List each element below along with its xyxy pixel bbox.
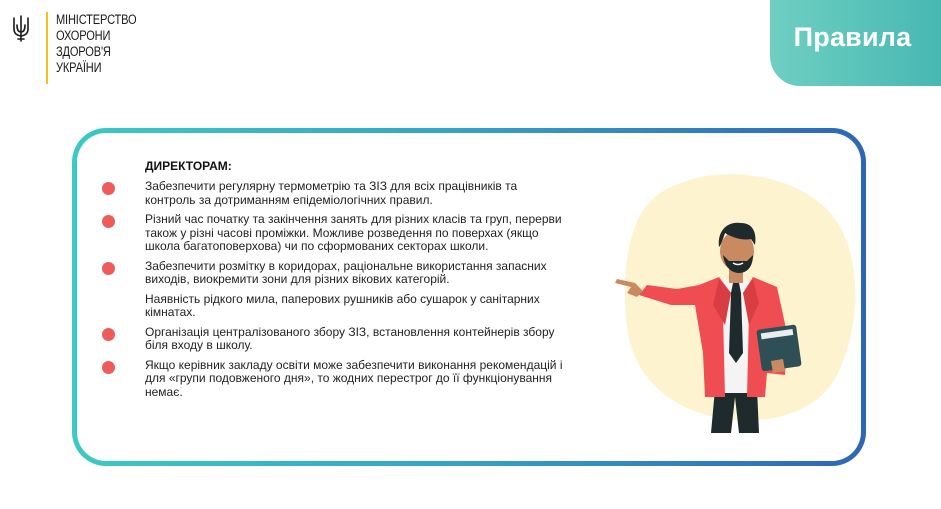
rules-list xyxy=(97,180,567,405)
ministry-name-line: ЗДОРОВ'Я xyxy=(56,44,111,59)
trident-icon xyxy=(12,14,30,44)
bullet-dot-icon xyxy=(102,328,115,341)
ministry-name-line: УКРАЇНИ xyxy=(56,60,102,75)
rule-text: Наявність рідкого мила, паперових рушників або сушарок у санітарних кімнатах. xyxy=(145,291,540,319)
list-item xyxy=(97,260,567,287)
list-item xyxy=(97,213,567,254)
rules-header-badge xyxy=(770,0,941,86)
rule-text: Організація централізованого збору ЗІЗ, встановлення контейнерів збору біля входу в школу. xyxy=(145,324,555,352)
ministry-name xyxy=(56,12,166,76)
bullet-dot-icon xyxy=(102,361,115,374)
ministry-name-line: МІНІСТЕРСТВО xyxy=(56,12,137,27)
bullet-dot-icon xyxy=(102,262,115,275)
list-item xyxy=(97,359,567,400)
rules-card-body xyxy=(77,133,861,461)
rules-card xyxy=(72,128,866,466)
list-item xyxy=(97,180,567,207)
rule-text: Забезпечити розмітку в коридорах, раціональне використання запасних виходів, виокремити зони для різних вікових категорій. xyxy=(145,258,547,286)
bullet-dot-icon xyxy=(102,215,115,228)
rule-text: Різний час початку та закінчення занять для різних класів та груп, перерви також у різні часові проміжки. Можливе розведення по поверхах (якщо школа багатоповерхова) чи по сформованих секторах школи. xyxy=(145,212,562,253)
bullet-dot-icon xyxy=(102,182,115,195)
page-title: Правила xyxy=(793,22,912,52)
ministry-name-line: ОХОРОНИ xyxy=(56,28,111,43)
section-heading: ДИРЕКТОРАМ: xyxy=(145,159,232,173)
rule-text: Якщо керівник закладу освіти може забезпечити виконання рекомендацій і для «групи подовженого дня», то жодних перестрог до її функціонування немає. xyxy=(145,357,563,399)
teacher-pointing-illustration xyxy=(607,193,827,433)
rule-text: Забезпечити регулярну термометрію та ЗІЗ для всіх працівників та контроль за дотриманням епідеміологічних правил. xyxy=(145,179,518,207)
logo-divider xyxy=(46,12,48,84)
list-item xyxy=(97,326,567,353)
list-item xyxy=(97,293,567,320)
